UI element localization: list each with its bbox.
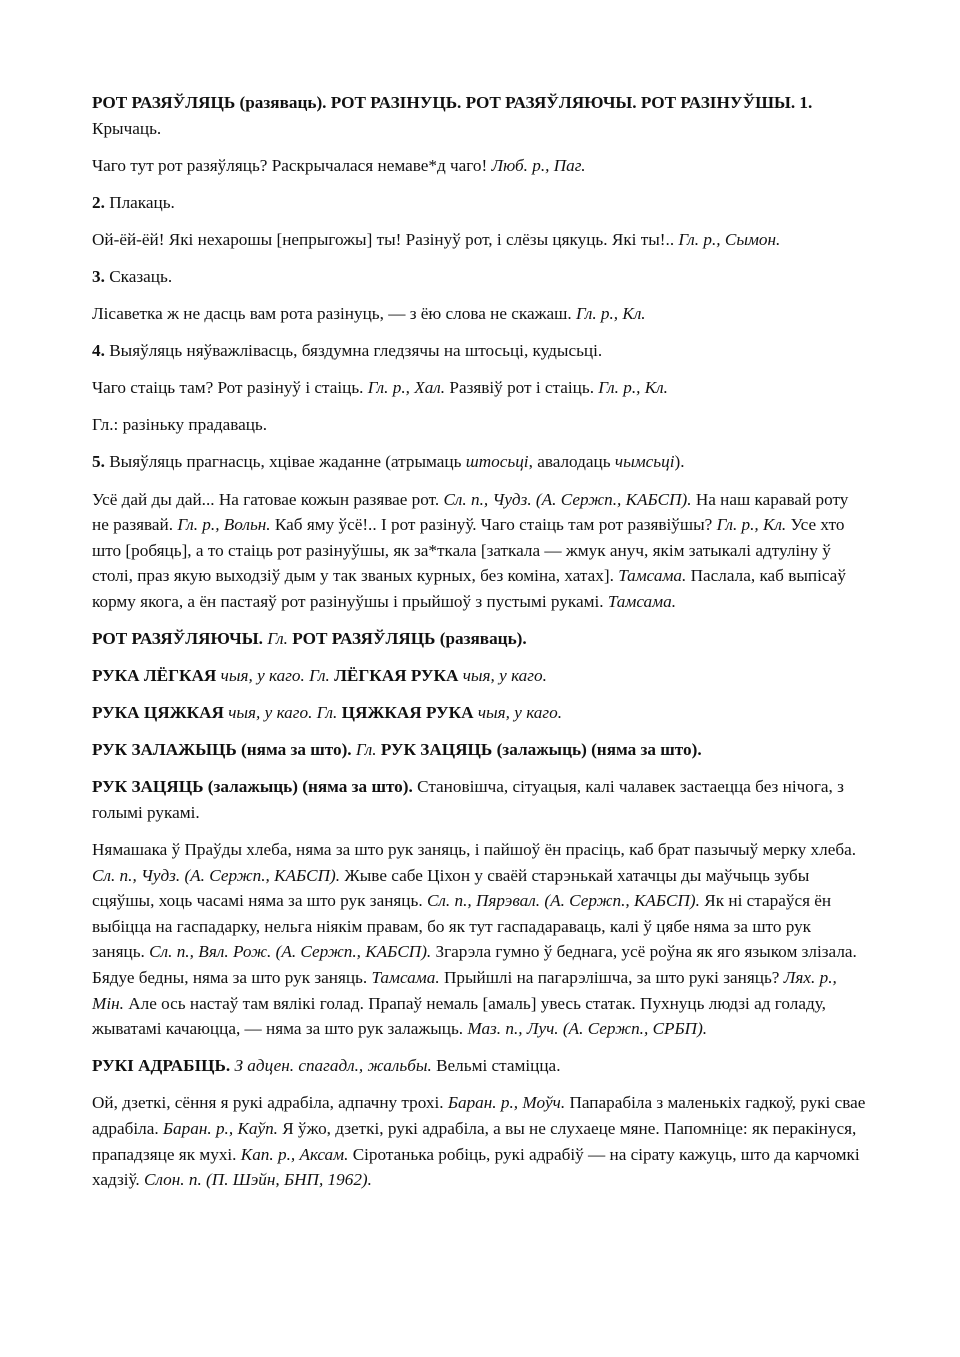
body-text: Папарабіла з маленькіх гадкоў, рукі свае адрабіла. [92,1093,866,1138]
source-reference: Баран. р., Каўп. [162,1119,278,1138]
headword-text: 3. [92,266,105,286]
body-text: Я ўжо, дзеткі, рукі адрабіла, а вы не слухаеце мяне. Папомніце: як перакінуся, прападзяце як мухі. [92,1119,857,1164]
body-text: Сказаць. [104,266,173,286]
body-text: Чаго тут рот разяўляць? Раскрычалася немаве*д чаго! [92,155,492,175]
source-reference: Маз. п., Луч. (А. Сержп., СРБП). [467,1019,708,1039]
source-reference: Сл. п., Чудз. (А. Сержп., КАБСП). [443,489,692,509]
body-text: Прыйшлі на пагарэлішча, за што рукі заняць? [439,968,784,988]
body-text: Лісаветка ж не дасць вам рота разінуць, — з ёю слова не скажаш. [92,304,576,324]
body-text: Разявіў рот і стаіць. [445,378,599,398]
entry-paragraph [92,737,868,763]
headword-text: РУК ЗАЦЯЦЬ (залажыць) (няма за што). [376,740,702,760]
source-reference: Гл. [351,740,377,760]
headword-text: РУК ЗАЦЯЦЬ (залажыць) (няма за што). [92,777,413,797]
source-reference: чыя, у каго. Гл. [216,666,330,686]
entry-paragraph [92,700,868,726]
source-reference: чыя, у каго. [458,666,547,686]
source-reference: Гл. р., Вольн. [177,515,271,535]
headword-text: ЦЯЖКАЯ РУКА [337,703,474,723]
source-reference: Гл. р., Кл. [575,304,646,324]
entry-paragraph [92,264,868,290]
body-text: Выяўляць прагнасць, хцівае жаданне (атрымаць [104,452,466,472]
entry-paragraph [92,663,868,689]
source-reference: Тамсама. [607,591,676,611]
entry-paragraph [92,774,868,825]
body-text: Ой-ёй-ёй! Які нехарошы [непрыгожы] ты! Разінуў рот, і слёзы цякуць. Які ты!.. [92,229,679,249]
entry-paragraph [92,301,868,327]
body-text: Сіротанька робіць, рукі адрабіў — на сірату кажуць, што да карчомкі хадзіў. [92,1144,860,1190]
headword-text: ЛЁГКАЯ РУКА [329,666,459,686]
body-text: Як ні стараўся ён выбіцца на гаспадарку, нельга ніякім правам, бо як тут гаспадараваць, калі ў цябе няма за што рук заняць. [92,891,832,962]
entry-paragraph [92,837,868,1042]
headword-text: РУК ЗАЛАЖЫЦЬ (няма за што). [92,740,352,760]
body-text: ). [674,452,685,472]
source-reference: Сл. п., Пярэвал. (А. Сержп., КАБСП). [426,891,700,911]
source-reference: Баран. р., Моўч. [447,1093,566,1113]
entry-paragraph [92,412,868,438]
entry-paragraph [92,375,868,401]
dictionary-entries [92,90,868,1193]
entry-paragraph [92,1090,868,1192]
body-text: , авалодаць [528,452,615,472]
source-reference: Гл. р., Сымон. [678,229,781,249]
headword-text: РУКА ЛЁГКАЯ [92,666,217,686]
body-text: На наш каравай роту не разявай. [92,489,849,535]
body-text: Крычаць. [92,118,162,138]
body-text: Усё дай ды дай... На гатовае кожын разявае рот. [92,489,444,509]
source-reference: Тамсама. [618,566,687,586]
body-text: Плакаць. [104,192,175,212]
headword-text: РОТ РАЗЯЎЛЯЮЧЫ. [92,629,263,648]
source-reference: Гл. р., Кл. [598,378,668,398]
body-text: Выяўляць няўважлівасць, бяздумна гледзячы на штосьці, кудысьці. [104,341,603,361]
entry-paragraph [92,227,868,253]
source-reference: штосьці [465,452,529,472]
source-reference: Сл. п., Чудз. (А. Сержп., КАБСП). [92,865,341,885]
headword-text: 4. [92,341,105,361]
source-reference: Гл. р., Кл. [716,515,787,535]
body-text: Чаго стаіць там? Рот разінуў і стаіць. [92,378,368,398]
entry-paragraph [92,487,868,615]
body-text: Згарэла гумно ў беднага, усё роўна як яго языком злізала. Бядуе бедны, няма за што рук заняць. [92,942,857,988]
headword-text: РОТ РАЗЯЎЛЯЦЬ (разяваць). [287,629,527,648]
body-text: Жыве сабе Ціхон у сваёй старэнькай хатачцы ды маўчыць зубы сцяўшы, хоць часамі няма за што рук заняць. [92,865,810,911]
source-reference: чыя, у каго. Гл. [223,703,338,723]
body-text: Паслала, каб выпісаў корму якога, а ён пастаяў рот разінуўшы і прыйшоў з пустымі рукамі. [92,566,846,611]
body-text: Становішча, сітуацыя, калі чалавек застаецца без нічога, з голымі рукамі. [92,777,844,822]
source-reference: Гл. р., Хал. [367,378,446,398]
entry-paragraph [92,190,868,216]
headword-text: РУКІ АДРАБІЦЬ. [92,1056,231,1076]
entry-paragraph [92,338,868,364]
headword-text: 5. [92,452,105,472]
entry-paragraph [92,449,868,475]
body-text: Усе хто што [робяць], а то стаіць рот разінуўшы, як за*ткала [заткала — жмук ануч, якім затыкалі адтуліну ў столі, праз якую выходзіў дым у так званых курных, без коміна, хатах]. [92,515,845,586]
source-reference: З адцен. спагадл., жальбы. [230,1056,432,1076]
source-reference: Гл. [262,629,288,648]
source-reference: чыя, у каго. [473,703,562,723]
entry-paragraph [92,153,868,179]
body-text: Нямашака ў Праўды хлеба, няма за што рук заняць, і пайшоў ён прасіць, каб брат пазычыў мерку хлеба. [92,840,857,860]
headword-text: 2. [92,192,105,212]
source-reference: Люб. р., Паг. [491,155,586,175]
entry-paragraph [92,90,868,141]
source-reference: Кап. р., Аксам. [240,1144,349,1164]
entry-paragraph [92,1053,868,1079]
body-text: Але ось настаў там вялікі голад. Прапаў немаль [амаль] увесь статак. Пухнуць людзі ад голаду, жыватамі качаюцца, — няма за што рук залажыць. [92,993,826,1039]
source-reference: Тамсама. [371,968,440,988]
body-text: Гл.: разіньку прадаваць. [92,415,268,435]
headword-text: РОТ РАЗЯЎЛЯЦЬ (разяваць). РОТ РАЗІНУЦЬ. РОТ РАЗЯЎЛЯЮЧЫ. РОТ РАЗІНУЎШЫ. 1. [92,93,813,112]
body-text: Вельмі стаміцца. [431,1056,561,1076]
body-text: Ой, дзеткі, сёння я рукі адрабіла, адпачну трохі. [92,1093,448,1113]
body-text: Каб яму ўсё!.. І рот разінуў. Чаго стаіць там рот разявіўшы? [270,515,717,535]
source-reference: Слон. п. (П. Шэйн, БНП, 1962). [143,1170,372,1190]
source-reference: чымсьці [614,452,675,472]
entry-paragraph [92,626,868,652]
source-reference: Лях. р., Мін. [92,968,837,1013]
source-reference: Сл. п., Вял. Рож. (А. Сержп., КАБСП). [149,942,432,962]
headword-text: РУКА ЦЯЖКАЯ [92,703,224,723]
